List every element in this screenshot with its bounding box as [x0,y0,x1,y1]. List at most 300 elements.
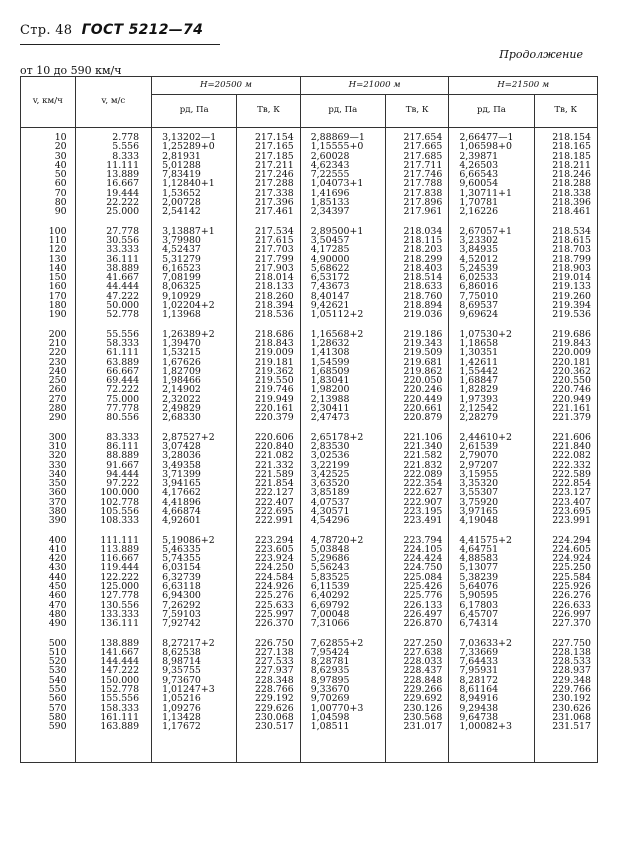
cell-speed-ms: 163.889 [75,722,151,762]
cell-speed-ms: 16.667 [75,179,151,188]
cell-pd-h3: 4,52012 [449,255,534,264]
cell-pd-h3: 2,39871 [449,152,534,161]
cell-pd-h1: 3,94165 [152,479,237,488]
cell-t-h3: 218.165 [534,142,597,151]
cell-speed-ms: 94.444 [75,470,151,479]
cell-pd-h3: 3,97165 [449,507,534,516]
cell-speed-ms: 41.667 [75,273,151,282]
cell-pd-h1: 7,59103 [152,610,237,619]
cell-pd-h3: 1,55442 [449,367,534,376]
cell-t-h1: 230.068 [237,713,300,722]
row-group [21,634,598,762]
cell-t-h1: 229.192 [237,694,300,703]
cell-pd-h3: 1,30351 [449,348,534,357]
cell-speed-kmh: 290 [21,413,76,427]
cell-speed-ms: 50.000 [75,301,151,310]
cell-t-h2: 226.870 [385,619,448,633]
cell-speed-kmh: 530 [21,666,76,675]
cell-t-h1: 223.924 [237,554,300,563]
cell-speed-ms: 122.222 [75,573,151,582]
cell-t-h1: 224.250 [237,563,300,572]
cell-speed-ms: 61.111 [75,348,151,357]
cell-t-h3: 222.589 [534,470,597,479]
cell-t-h2: 217.788 [385,179,448,188]
cell-pd-h2: 1,04073+1 [300,179,385,188]
cell-speed-kmh: 250 [21,376,76,385]
cell-t-h2: 226.497 [385,610,448,619]
cell-t-h3: 230.192 [534,694,597,703]
cell-pd-h1: 1,13968 [152,310,237,324]
col-header-t: Tв, К [237,95,300,128]
cell-pd-h3: 1,06598+0 [449,142,534,151]
cell-t-h2: 217.665 [385,142,448,151]
cell-t-h3: 231.517 [534,722,597,762]
cell-speed-ms: 33.333 [75,245,151,254]
cell-speed-kmh: 40 [21,161,76,170]
cell-pd-h2: 6,11539 [300,582,385,591]
cell-pd-h1: 6,03154 [152,563,237,572]
cell-speed-ms: 38.889 [75,264,151,273]
cell-pd-h3: 1,42611 [449,358,534,367]
row-group [21,222,598,325]
cell-t-h2: 227.250 [385,634,448,648]
cell-t-h1: 219.550 [237,376,300,385]
cell-pd-h1: 6,63118 [152,582,237,591]
cell-pd-h3: 3,75920 [449,498,534,507]
cell-t-h2: 219.186 [385,325,448,339]
cell-pd-h2: 9,42621 [300,301,385,310]
cell-t-h1: 221.082 [237,451,300,460]
cell-t-h2: 226.133 [385,601,448,610]
cell-pd-h2: 3,63520 [300,479,385,488]
cell-pd-h2: 4,17285 [300,245,385,254]
cell-t-h3: 229.766 [534,685,597,694]
cell-t-h3: 222.332 [534,461,597,470]
cell-t-h3: 218.461 [534,207,597,221]
cell-speed-kmh: 510 [21,648,76,657]
col-header-pd: pд, Па [300,95,385,128]
cell-speed-kmh: 450 [21,582,76,591]
cell-pd-h3: 5,13077 [449,563,534,572]
cell-pd-h1: 5,46335 [152,545,237,554]
cell-pd-h1: 5,19086+2 [152,531,237,545]
speed-range-caption: от 10 до 590 км/ч [20,64,122,77]
cell-pd-h1: 1,26389+2 [152,325,237,339]
cell-t-h3: 218.396 [534,198,597,207]
cell-speed-kmh: 440 [21,573,76,582]
cell-t-h3: 226.276 [534,591,597,600]
cell-t-h1: 218.394 [237,301,300,310]
cell-pd-h1: 1,09276 [152,704,237,713]
cell-speed-ms: 75.000 [75,395,151,404]
cell-t-h2: 218.034 [385,222,448,236]
cell-pd-h3: 2,61539 [449,442,534,451]
cell-speed-kmh: 460 [21,591,76,600]
cell-speed-ms: 63.889 [75,358,151,367]
cell-t-h1: 217.703 [237,245,300,254]
cell-t-h2: 223.491 [385,516,448,530]
col-header-speed-kmh: v, км/ч [21,77,76,128]
cell-pd-h1: 4,66874 [152,507,237,516]
page-number: Стр. 48 [20,23,73,38]
cell-speed-ms: 25.000 [75,207,151,221]
cell-speed-ms: 8.333 [75,152,151,161]
table-row [21,325,598,339]
cell-pd-h3: 8,69537 [449,301,534,310]
cell-speed-kmh: 130 [21,255,76,264]
col-header-altitude-3: H=21500 м [449,77,598,95]
cell-speed-kmh: 300 [21,428,76,442]
table-row [21,222,598,236]
cell-pd-h2: 8,28781 [300,657,385,666]
cell-pd-h2: 7,43673 [300,282,385,291]
cell-t-h1: 222.407 [237,498,300,507]
cell-speed-ms: 44.444 [75,282,151,291]
cell-pd-h2: 7,31066 [300,619,385,633]
cell-pd-h1: 1,98466 [152,376,237,385]
cell-pd-h3: 5,38239 [449,573,534,582]
cell-speed-ms: 100.000 [75,488,151,497]
table-row [21,142,598,151]
cell-t-h3: 222.082 [534,451,597,460]
cell-pd-h3: 7,64433 [449,657,534,666]
cell-pd-h2: 9,33670 [300,685,385,694]
cell-t-h2: 218.633 [385,282,448,291]
cell-t-h3: 220.181 [534,358,597,367]
cell-t-h1: 222.991 [237,516,300,530]
cell-speed-kmh: 160 [21,282,76,291]
cell-speed-kmh: 150 [21,273,76,282]
cell-t-h3: 218.703 [534,245,597,254]
cell-pd-h2: 3,42525 [300,470,385,479]
cell-t-h2: 220.449 [385,395,448,404]
cell-pd-h2: 3,02536 [300,451,385,460]
cell-t-h3: 223.991 [534,516,597,530]
cell-pd-h1: 7,92742 [152,619,237,633]
cell-speed-kmh: 170 [21,292,76,301]
cell-pd-h1: 7,26292 [152,601,237,610]
cell-pd-h3: 3,15955 [449,470,534,479]
cell-pd-h3: 6,45707 [449,610,534,619]
cell-speed-kmh: 60 [21,179,76,188]
cell-t-h3: 219.536 [534,310,597,324]
cell-pd-h3: 7,03633+2 [449,634,534,648]
cell-pd-h2: 1,16568+2 [300,325,385,339]
cell-speed-ms: 66.667 [75,367,151,376]
cell-speed-ms: 108.333 [75,516,151,530]
cell-t-h2: 224.105 [385,545,448,554]
cell-t-h2: 221.582 [385,451,448,460]
cell-pd-h3: 7,75010 [449,292,534,301]
cell-pd-h1: 1,02204+2 [152,301,237,310]
cell-pd-h1: 1,05216 [152,694,237,703]
cell-speed-ms: 155.556 [75,694,151,703]
cell-pd-h1: 6,16523 [152,264,237,273]
cell-pd-h1: 7,83419 [152,170,237,179]
cell-t-h2: 223.794 [385,531,448,545]
cell-pd-h3: 6,02533 [449,273,534,282]
cell-t-h1: 217.534 [237,222,300,236]
cell-t-h2: 217.685 [385,152,448,161]
cell-t-h2: 222.627 [385,488,448,497]
continuation-label: Продолжение [499,48,583,61]
cell-pd-h1: 2,87527+2 [152,428,237,442]
cell-pd-h2: 5,56243 [300,563,385,572]
cell-t-h2: 221.106 [385,428,448,442]
cell-pd-h2: 1,05112+2 [300,310,385,324]
cell-t-h3: 224.605 [534,545,597,554]
cell-t-h1: 218.536 [237,310,300,324]
cell-t-h1: 217.185 [237,152,300,161]
cell-speed-ms: 69.444 [75,376,151,385]
cell-pd-h3: 4,41575+2 [449,531,534,545]
cell-speed-ms: 150.000 [75,676,151,685]
cell-t-h3: 218.288 [534,179,597,188]
cell-pd-h3: 1,68847 [449,376,534,385]
cell-t-h1: 219.181 [237,358,300,367]
cell-pd-h2: 5,29686 [300,554,385,563]
cell-pd-h2: 5,83525 [300,573,385,582]
cell-t-h2: 222.354 [385,479,448,488]
cell-pd-h2: 4,78720+2 [300,531,385,545]
cell-pd-h2: 1,85133 [300,198,385,207]
cell-t-h3: 227.750 [534,634,597,648]
cell-speed-kmh: 520 [21,657,76,666]
cell-t-h3: 219.133 [534,282,597,291]
cell-pd-h3: 6,74314 [449,619,534,633]
cell-pd-h3: 3,35320 [449,479,534,488]
cell-pd-h2: 8,97895 [300,676,385,685]
row-group [21,128,598,222]
cell-t-h2: 225.776 [385,591,448,600]
cell-pd-h2: 5,68622 [300,264,385,273]
cell-pd-h1: 4,52437 [152,245,237,254]
cell-speed-kmh: 410 [21,545,76,554]
cell-speed-kmh: 190 [21,310,76,324]
cell-pd-h2: 6,40292 [300,591,385,600]
cell-t-h3: 220.746 [534,385,597,394]
cell-t-h3: 228.937 [534,666,597,675]
cell-pd-h3: 9,64738 [449,713,534,722]
cell-speed-ms: 83.333 [75,428,151,442]
cell-t-h1: 220.161 [237,404,300,413]
cell-t-h2: 231.017 [385,722,448,762]
cell-t-h2: 220.246 [385,385,448,394]
cell-pd-h3: 2,66477—1 [449,128,534,143]
cell-speed-kmh: 400 [21,531,76,545]
cell-t-h3: 218.615 [534,236,597,245]
cell-pd-h2: 1,28632 [300,339,385,348]
cell-t-h3: 227.370 [534,619,597,633]
cell-t-h2: 224.424 [385,554,448,563]
cell-t-h1: 217.396 [237,198,300,207]
cell-t-h3: 231.068 [534,713,597,722]
cell-speed-kmh: 420 [21,554,76,563]
cell-speed-kmh: 480 [21,610,76,619]
cell-pd-h1: 1,53652 [152,189,237,198]
cell-pd-h3: 1,70781 [449,198,534,207]
cell-speed-kmh: 360 [21,488,76,497]
cell-speed-ms: 119.444 [75,563,151,572]
cell-speed-ms: 127.778 [75,591,151,600]
cell-t-h3: 221.379 [534,413,597,427]
cell-t-h3: 223.407 [534,498,597,507]
table-row [21,634,598,648]
cell-pd-h3: 2,97207 [449,461,534,470]
cell-t-h2: 218.299 [385,255,448,264]
cell-speed-ms: 144.444 [75,657,151,666]
cell-t-h2: 217.654 [385,128,448,143]
cell-pd-h3: 5,90595 [449,591,534,600]
cell-t-h1: 225.997 [237,610,300,619]
cell-pd-h1: 1,82709 [152,367,237,376]
cell-pd-h1: 2,54142 [152,207,237,221]
cell-t-h3: 230.626 [534,704,597,713]
cell-speed-ms: 116.667 [75,554,151,563]
cell-speed-ms: 147.222 [75,666,151,675]
col-header-pd: pд, Па [449,95,534,128]
cell-t-h2: 230.126 [385,704,448,713]
cell-speed-kmh: 80 [21,198,76,207]
cell-pd-h1: 3,28036 [152,451,237,460]
cell-t-h2: 218.203 [385,245,448,254]
cell-speed-kmh: 550 [21,685,76,694]
col-header-pd: pд, Па [152,95,237,128]
cell-pd-h2: 7,00048 [300,610,385,619]
cell-t-h3: 218.903 [534,264,597,273]
cell-t-h2: 219.036 [385,310,448,324]
cell-t-h2: 219.509 [385,348,448,357]
cell-pd-h3: 8,28172 [449,676,534,685]
cell-t-h3: 218.338 [534,189,597,198]
cell-pd-h1: 3,71399 [152,470,237,479]
cell-t-h1: 226.750 [237,634,300,648]
cell-pd-h3: 1,30711+1 [449,189,534,198]
cell-pd-h2: 8,62935 [300,666,385,675]
cell-speed-ms: 141.667 [75,648,151,657]
cell-pd-h2: 1,68509 [300,367,385,376]
cell-pd-h2: 5,03848 [300,545,385,554]
cell-t-h3: 225.584 [534,573,597,582]
cell-pd-h3: 1,07530+2 [449,325,534,339]
cell-t-h1: 218.686 [237,325,300,339]
cell-pd-h2: 1,41696 [300,189,385,198]
cell-pd-h2: 4,54296 [300,516,385,530]
cell-t-h2: 228.848 [385,676,448,685]
cell-t-h3: 218.185 [534,152,597,161]
cell-speed-ms: 158.333 [75,704,151,713]
cell-speed-ms: 47.222 [75,292,151,301]
cell-t-h1: 224.584 [237,573,300,582]
cell-t-h1: 221.332 [237,461,300,470]
cell-speed-ms: 125.000 [75,582,151,591]
cell-pd-h3: 2,67057+1 [449,222,534,236]
cell-t-h3: 222.854 [534,479,597,488]
cell-t-h1: 217.165 [237,142,300,151]
cell-speed-kmh: 210 [21,339,76,348]
cell-pd-h3: 3,23302 [449,236,534,245]
cell-speed-ms: 152.778 [75,685,151,694]
cell-speed-kmh: 490 [21,619,76,633]
cell-pd-h2: 1,15555+0 [300,142,385,151]
cell-t-h1: 217.615 [237,236,300,245]
cell-speed-ms: 97.222 [75,479,151,488]
cell-pd-h2: 9,70269 [300,694,385,703]
cell-pd-h2: 3,85189 [300,488,385,497]
cell-pd-h1: 4,92601 [152,516,237,530]
cell-speed-kmh: 350 [21,479,76,488]
cell-pd-h2: 1,41308 [300,348,385,357]
cell-t-h1: 219.746 [237,385,300,394]
cell-pd-h3: 1,97393 [449,395,534,404]
cell-speed-ms: 72.222 [75,385,151,394]
cell-t-h3: 228.533 [534,657,597,666]
cell-t-h2: 218.115 [385,236,448,245]
cell-t-h2: 218.403 [385,264,448,273]
cell-pd-h2: 1,54599 [300,358,385,367]
cell-speed-kmh: 50 [21,170,76,179]
table-row [21,428,598,442]
col-header-speed-ms: v, м/с [75,77,151,128]
cell-pd-h2: 4,30571 [300,507,385,516]
cell-t-h1: 220.606 [237,428,300,442]
cell-speed-kmh: 140 [21,264,76,273]
cell-pd-h2: 1,04598 [300,713,385,722]
cell-t-h3: 219.686 [534,325,597,339]
cell-t-h3: 228.138 [534,648,597,657]
cell-t-h2: 219.681 [385,358,448,367]
cell-t-h1: 227.937 [237,666,300,675]
cell-pd-h3: 8,94916 [449,694,534,703]
cell-speed-ms: 80.556 [75,413,151,427]
cell-speed-kmh: 430 [21,563,76,572]
cell-t-h3: 223.127 [534,488,597,497]
cell-pd-h2: 6,53172 [300,273,385,282]
cell-speed-ms: 5.556 [75,142,151,151]
cell-t-h3: 220.550 [534,376,597,385]
cell-pd-h2: 2,65178+2 [300,428,385,442]
cell-speed-ms: 11.111 [75,161,151,170]
cell-t-h3: 219.260 [534,292,597,301]
cell-t-h3: 224.924 [534,554,597,563]
cell-t-h2: 220.661 [385,404,448,413]
cell-pd-h3: 1,00082+3 [449,722,534,762]
cell-t-h1: 227.533 [237,657,300,666]
col-header-t: Tв, К [534,95,597,128]
table-row [21,619,598,633]
col-header-altitude-2: H=21000 м [300,77,449,95]
cell-t-h3: 223.695 [534,507,597,516]
standard-code: ГОСТ 5212—74 [81,22,204,38]
cell-pd-h2: 4,62343 [300,161,385,170]
cell-speed-ms: 55.556 [75,325,151,339]
cell-pd-h3: 6,17803 [449,601,534,610]
cell-t-h1: 218.133 [237,282,300,291]
cell-pd-h3: 9,29438 [449,704,534,713]
cell-pd-h1: 8,98714 [152,657,237,666]
cell-t-h2: 219.343 [385,339,448,348]
cell-t-h1: 217.338 [237,189,300,198]
cell-pd-h1: 8,62538 [152,648,237,657]
cell-t-h1: 225.633 [237,601,300,610]
cell-pd-h2: 7,62855+2 [300,634,385,648]
cell-t-h1: 217.246 [237,170,300,179]
cell-speed-ms: 19.444 [75,189,151,198]
cell-pd-h1: 1,17672 [152,722,237,762]
cell-speed-ms: 58.333 [75,339,151,348]
cell-t-h1: 220.840 [237,442,300,451]
cell-pd-h2: 1,98200 [300,385,385,394]
